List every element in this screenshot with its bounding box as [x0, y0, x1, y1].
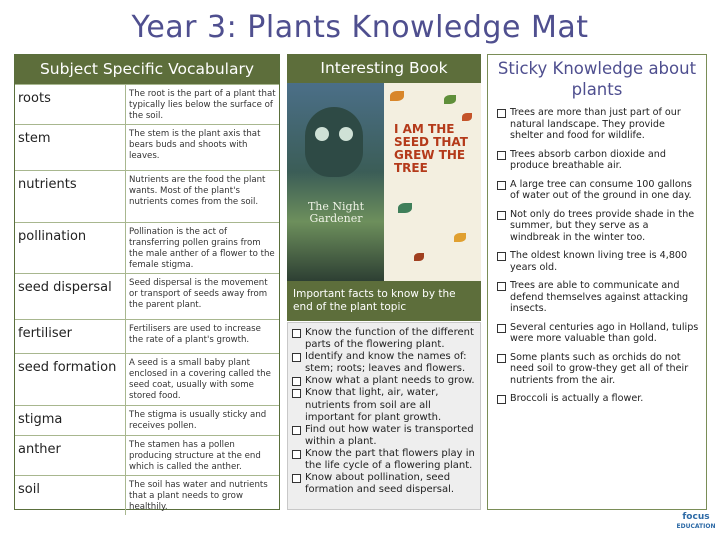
vocab-definition: The soil has water and nutrients that a plant needs to grow healthily.: [126, 476, 280, 516]
vocabulary-table: [15, 84, 279, 515]
list-item-text: Know about pollination, seed formation and seed dispersal.: [305, 472, 455, 496]
checkbox-bullet-icon: [497, 109, 506, 118]
vocab-term: nutrients: [15, 171, 126, 223]
list-item-text: Broccoli is actually a flower.: [510, 393, 644, 404]
checkbox-bullet-icon: [292, 329, 301, 338]
list-item: [292, 375, 476, 387]
book-panel: [287, 54, 481, 510]
facts-list: [292, 327, 476, 496]
checkbox-bullet-icon: [292, 450, 301, 459]
cover1-title: The Night Gardener: [307, 200, 365, 225]
list-item: [497, 209, 700, 244]
list-item-text: Know the function of the different parts of the flowering plant.: [305, 327, 474, 351]
vocab-row: [15, 125, 279, 171]
logo-line2: EDUCATION: [676, 523, 716, 530]
list-item: [497, 149, 700, 172]
seed-tree-cover: [384, 83, 481, 281]
list-item-text: Some plants such as orchids do not need soil to grow-they get all of their nutrients from the air.: [510, 351, 689, 386]
list-item-text: Trees are more than just part of our natural landscape. They provide shelter and food for wildlife.: [510, 107, 681, 141]
checkbox-bullet-icon: [292, 353, 301, 362]
vocab-term: fertiliser: [15, 320, 126, 354]
list-item-text: Identify and know the names of: stem; roots; leaves and flowers.: [305, 351, 467, 375]
vocab-definition: Pollination is the act of transferring pollen grains from the male anther of a flower to the female stigma.: [126, 223, 280, 274]
list-item-text: The oldest known living tree is 4,800 years old.: [510, 250, 688, 273]
list-item: [497, 322, 700, 345]
book-heading: Interesting Book: [287, 54, 481, 83]
vocab-definition: The stamen has a pollen producing structure at the end which is called the anther.: [126, 436, 280, 476]
list-item-text: Know what a plant needs to grow.: [305, 375, 475, 387]
vocab-definition: Seed dispersal is the movement or transport of seeds away from the parent plant.: [126, 274, 280, 320]
list-item: [497, 250, 700, 273]
sticky-panel: [487, 54, 707, 510]
list-item-text: Find out how water is transported within a plant.: [305, 423, 474, 447]
vocab-term: roots: [15, 85, 126, 125]
checkbox-bullet-icon: [497, 354, 506, 363]
list-item: [497, 352, 700, 387]
vocab-term: seed formation: [15, 354, 126, 406]
vocab-term: stem: [15, 125, 126, 171]
list-item: [292, 351, 476, 375]
vocab-row: [15, 274, 279, 320]
vocab-definition: Fertilisers are used to increase the rate of a plant's growth.: [126, 320, 280, 354]
vocab-row: [15, 171, 279, 223]
list-item: [497, 107, 700, 142]
list-item-text: A large tree can consume 100 gallons of water out of the ground in one day.: [510, 178, 692, 201]
checkbox-bullet-icon: [497, 252, 506, 261]
vocab-term: pollination: [15, 223, 126, 274]
list-item-text: Not only do trees provide shade in the summer, but they serve as a windbreak in the winter too.: [510, 208, 695, 243]
sticky-list: [488, 105, 706, 405]
vocab-row: [15, 436, 279, 476]
night-gardener-cover: [287, 83, 384, 281]
checkbox-bullet-icon: [292, 426, 301, 435]
list-item-text: Trees are able to communicate and defend themselves against attacking insects.: [510, 280, 689, 314]
vocab-row: [15, 320, 279, 354]
page-title: Year 3: Plants Knowledge Mat: [131, 10, 589, 45]
vocab-definition: The stigma is usually sticky and receives pollen.: [126, 406, 280, 436]
list-item: [292, 472, 476, 496]
vocab-definition: The stem is the plant axis that bears buds and shoots with leaves.: [126, 125, 280, 171]
vocab-row: [15, 85, 279, 125]
list-item: [292, 424, 476, 448]
book-covers: [287, 83, 481, 281]
list-item: [292, 448, 476, 472]
checkbox-bullet-icon: [497, 395, 506, 404]
checkbox-bullet-icon: [292, 377, 301, 386]
checkbox-bullet-icon: [497, 211, 506, 220]
vocabulary-heading: Subject Specific Vocabulary: [15, 55, 279, 84]
list-item: [497, 393, 700, 405]
list-item: [292, 327, 476, 351]
checkbox-bullet-icon: [497, 324, 506, 333]
checkbox-bullet-icon: [497, 282, 506, 291]
list-item: [497, 179, 700, 202]
vocab-definition: Nutrients are the food the plant wants. Most of the plant's nutrients comes from the soil.: [126, 171, 280, 223]
checkbox-bullet-icon: [497, 181, 506, 190]
checkbox-bullet-icon: [497, 151, 506, 160]
facts-heading: Important facts to know by the end of the plant topic: [287, 281, 481, 321]
focus-education-logo: [676, 512, 716, 538]
vocab-term: anther: [15, 436, 126, 476]
sticky-heading: Sticky Knowledge about plants: [497, 59, 697, 99]
list-item: [497, 280, 700, 315]
vocab-row: [15, 476, 279, 516]
vocab-row: [15, 354, 279, 406]
vocab-row: [15, 223, 279, 274]
list-item: [292, 387, 476, 423]
vocab-definition: The root is the part of a plant that typically lies below the surface of the soil.: [126, 85, 280, 125]
vocab-term: soil: [15, 476, 126, 516]
vocab-definition: A seed is a small baby plant enclosed in a covering called the seed coat, usually with some stored food.: [126, 354, 280, 406]
list-item-text: Know that light, air, water, nutrients from soil are all important for plant growth.: [305, 387, 442, 423]
vocab-term: stigma: [15, 406, 126, 436]
vocab-term: seed dispersal: [15, 274, 126, 320]
list-item-text: Know the part that flowers play in the life cycle of a flowering plant.: [305, 447, 475, 472]
logo-line1: focus: [682, 512, 710, 522]
vocab-row: [15, 406, 279, 436]
vocabulary-panel: [14, 54, 280, 510]
list-item-text: Several centuries ago in Holland, tulips were more valuable than gold.: [510, 321, 699, 344]
list-item-text: Trees absorb carbon dioxide and produce breathable air.: [510, 148, 666, 171]
owl-tree-icon: [305, 107, 363, 177]
checkbox-bullet-icon: [292, 389, 301, 398]
checkbox-bullet-icon: [292, 474, 301, 483]
facts-box: [287, 322, 481, 510]
cover2-title: I AM THE SEED THAT GREW THE TREE: [394, 122, 468, 175]
